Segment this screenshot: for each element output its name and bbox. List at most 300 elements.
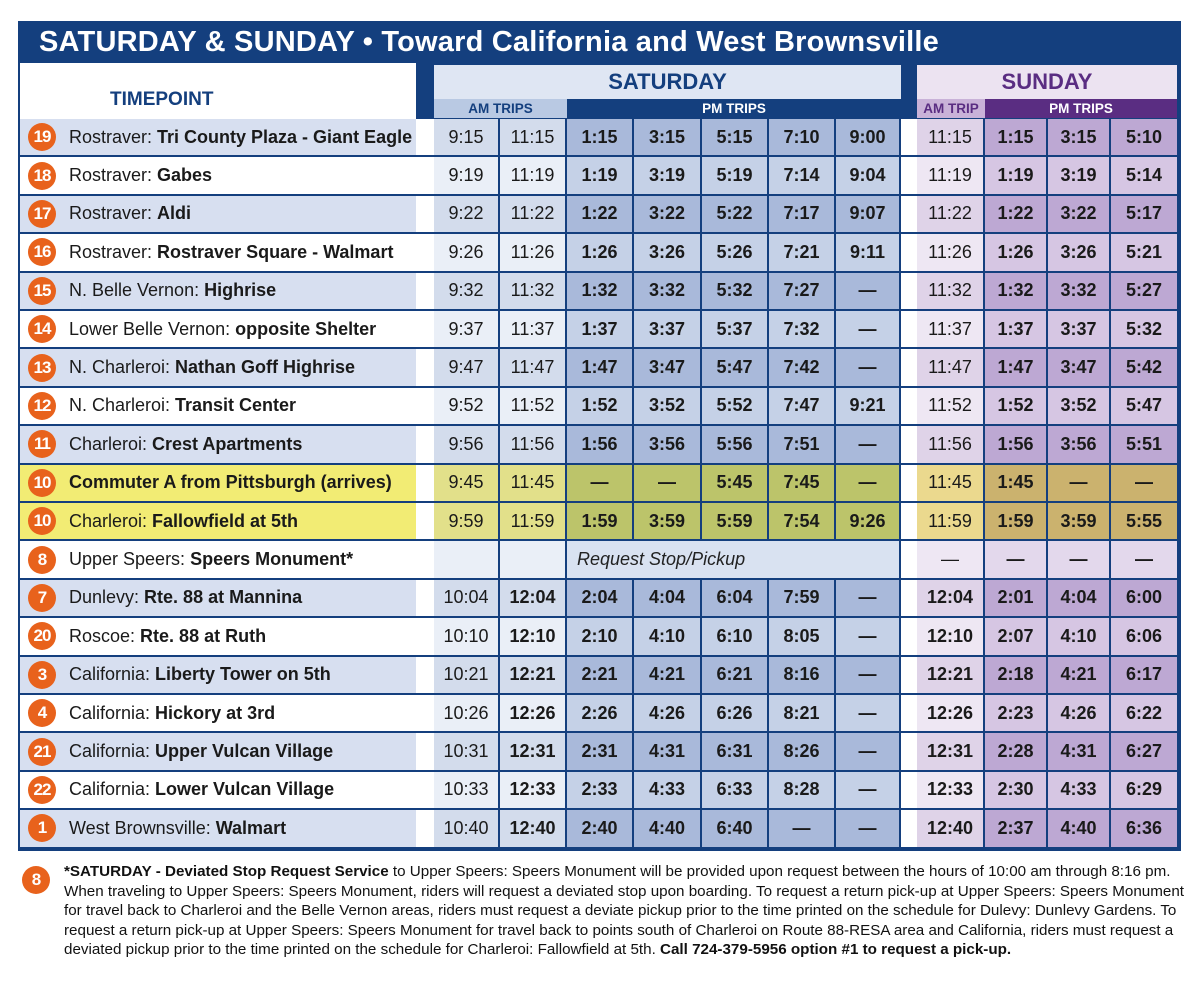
sat-time-cell: 10:33 (434, 772, 498, 808)
sun-time-cell: 5:47 (1111, 388, 1177, 424)
sat-time-cell: 9:15 (434, 119, 498, 155)
sat-time-cell: 9:00 (836, 119, 899, 155)
timepoint-stop: Fallowfield at 5th (152, 510, 299, 531)
timepoint-label (69, 434, 302, 455)
column-gutter (901, 157, 917, 193)
timepoint-label (69, 664, 331, 685)
sat-time-cell: 5:19 (702, 157, 767, 193)
sat-time-cell: 3:15 (634, 119, 700, 155)
sun-time-cell: 2:28 (985, 733, 1046, 769)
sat-time-cell: 9:37 (434, 311, 498, 347)
sun-time-cell: 6:27 (1111, 733, 1177, 769)
sat-time-cell: 1:22 (567, 196, 632, 232)
timepoint-stop: Speers Monument* (190, 549, 354, 570)
sun-time-cell: 2:37 (985, 810, 1046, 846)
sun-time-cell: 1:26 (985, 234, 1046, 270)
stop-badge-8-icon: 8 (22, 866, 50, 894)
sat-time-cell: 3:32 (634, 273, 700, 309)
timepoint-stop: Upper Vulcan Village (155, 741, 334, 762)
column-gutter (416, 503, 434, 539)
sun-time-cell: 1:32 (985, 273, 1046, 309)
sun-time-cell: 1:37 (985, 311, 1046, 347)
timepoint-town: Charleroi: (69, 433, 153, 454)
timepoint-label (69, 587, 302, 608)
timepoint-town: California: (69, 664, 156, 685)
column-gutter (416, 810, 434, 846)
sat-time-cell: 2:21 (567, 657, 632, 693)
sun-time-cell: 11:47 (917, 349, 983, 385)
timepoint-label (69, 779, 334, 800)
footnote-body: to Upper Speers: Speers Monument will be provided upon request between the hours of 10:00 am through 8:16 pm. When traveling to Upper Speers: Speers Monument, riders will request a deviated stop upon boarding. To request a return pick-up at Upper Speers: Speers Monument for travel back to Charleroi and the Belle Vernon areas, riders must request a deviate pickup prior to the time printed on the schedule for Dulevy: Dunlevy Gardens. To request a return pick-up at Upper Speers: Speers Monument for travel back to points south of Charleroi on Route 88-RESA area and California, riders must request a deviated pickup prior to the time printed on the schedule for Charleroi: Fallowfield at 5th. (64, 863, 1184, 958)
sat-time-cell: 5:59 (702, 503, 767, 539)
column-gutter (416, 772, 434, 808)
sat-time-cell: — (836, 273, 899, 309)
sat-time-cell: 7:32 (769, 311, 834, 347)
sun-time-cell: 5:21 (1111, 234, 1177, 270)
sat-time-cell: 4:04 (634, 580, 700, 616)
sun-am-trip-header: AM TRIP (917, 99, 985, 118)
timepoint-row (20, 234, 416, 270)
sat-time-cell: 10:10 (434, 618, 498, 654)
sat-time-cell: 11:19 (500, 157, 565, 193)
sat-time-cell: 5:37 (702, 311, 767, 347)
stop-badge-8-icon: 8 (28, 546, 56, 574)
sat-time-cell: 7:51 (769, 426, 834, 462)
sun-time-cell: 11:32 (917, 273, 983, 309)
stop-badge-17-icon: 17 (28, 200, 56, 228)
sat-time-cell: 9:52 (434, 388, 498, 424)
column-gutter (901, 465, 917, 501)
sun-time-cell: 1:52 (985, 388, 1046, 424)
stop-badge-1-icon: 1 (28, 814, 56, 842)
sat-time-cell: 9:56 (434, 426, 498, 462)
sat-time-cell: 3:19 (634, 157, 700, 193)
column-gutter (901, 772, 917, 808)
timepoint-row (20, 541, 416, 577)
sun-time-cell: — (1048, 541, 1109, 577)
sat-time-cell: 12:26 (500, 695, 565, 731)
column-gutter (416, 695, 434, 731)
sun-time-cell: 4:26 (1048, 695, 1109, 731)
sat-time-cell: 1:56 (567, 426, 632, 462)
timepoint-row (20, 733, 416, 769)
timepoint-town: N. Charleroi: (69, 357, 176, 378)
sat-time-cell: 10:26 (434, 695, 498, 731)
timepoint-town: Rostraver: (69, 126, 158, 147)
sunday-header: SUNDAY (1001, 69, 1093, 94)
timepoint-label (69, 626, 266, 647)
sun-time-cell: 4:40 (1048, 810, 1109, 846)
sun-time-cell: 3:15 (1048, 119, 1109, 155)
timepoint-town: Lower Belle Vernon: (69, 318, 236, 339)
sun-time-cell: 1:59 (985, 503, 1046, 539)
timepoint-header: TIMEPOINT (110, 89, 214, 110)
sat-time-cell: 11:26 (500, 234, 565, 270)
sun-time-cell: 2:23 (985, 695, 1046, 731)
sat-time-cell: 9:07 (836, 196, 899, 232)
sat-time-cell: 12:33 (500, 772, 565, 808)
sat-time-cell: — (836, 426, 899, 462)
sat-time-cell: 4:10 (634, 618, 700, 654)
sun-time-cell: 3:59 (1048, 503, 1109, 539)
sat-time-cell: 8:05 (769, 618, 834, 654)
timepoint-town: Upper Speers: (69, 549, 191, 570)
sat-time-cell: 6:04 (702, 580, 767, 616)
sat-time-cell: — (634, 465, 700, 501)
sat-time-cell: 1:52 (567, 388, 632, 424)
timepoint-row (20, 695, 416, 731)
sat-time-cell: — (836, 772, 899, 808)
stop-badge-18-icon: 18 (28, 162, 56, 190)
sat-time-cell: 5:45 (702, 465, 767, 501)
timepoint-label (69, 319, 376, 340)
sun-time-cell: 3:47 (1048, 349, 1109, 385)
timepoint-stop: Crest Apartments (152, 433, 303, 454)
timepoint-row (20, 196, 416, 232)
sat-time-cell: 12:21 (500, 657, 565, 693)
sun-time-cell: 6:36 (1111, 810, 1177, 846)
column-gutter (416, 273, 434, 309)
column-gutter (901, 580, 917, 616)
sun-time-cell: 3:56 (1048, 426, 1109, 462)
timepoint-town: Rostraver: (69, 203, 158, 224)
sun-time-cell: 3:19 (1048, 157, 1109, 193)
timepoint-row (20, 580, 416, 616)
sun-time-cell: 5:17 (1111, 196, 1177, 232)
sat-time-cell: 9:47 (434, 349, 498, 385)
sun-time-cell: 5:27 (1111, 273, 1177, 309)
timepoint-row (20, 503, 416, 539)
column-gutter (416, 465, 434, 501)
sat-time-cell: 12:31 (500, 733, 565, 769)
sat-time-cell: 10:04 (434, 580, 498, 616)
sat-time-cell: 9:11 (836, 234, 899, 270)
sat-time-cell: 12:10 (500, 618, 565, 654)
timepoint-stop: Commuter A from Pittsburgh (arrives) (69, 472, 392, 493)
sun-time-cell: 5:32 (1111, 311, 1177, 347)
sat-time-cell: 1:47 (567, 349, 632, 385)
sun-time-cell: — (1111, 465, 1177, 501)
timepoint-row (20, 657, 416, 693)
sat-time-cell: — (836, 349, 899, 385)
timepoint-stop: opposite Shelter (235, 318, 377, 339)
sun-time-cell: — (917, 541, 983, 577)
sat-time-cell: 2:33 (567, 772, 632, 808)
timepoint-label (69, 280, 276, 301)
timepoint-row (20, 618, 416, 654)
timepoint-row (20, 311, 416, 347)
column-gutter (416, 657, 434, 693)
timepoint-town: California: (69, 779, 156, 800)
sat-time-cell: 9:26 (836, 503, 899, 539)
sun-time-cell: 3:32 (1048, 273, 1109, 309)
request-stop-note: Request Stop/Pickup (567, 541, 899, 577)
sat-time-cell: 4:31 (634, 733, 700, 769)
timepoint-town: Roscoe: (69, 625, 141, 646)
timepoint-row (20, 157, 416, 193)
sat-time-cell: — (836, 618, 899, 654)
sun-time-cell: 11:45 (917, 465, 983, 501)
stop-badge-3-icon: 3 (28, 661, 56, 689)
column-gutter (901, 119, 917, 155)
sun-time-cell: 4:04 (1048, 580, 1109, 616)
sun-time-cell: 6:00 (1111, 580, 1177, 616)
sun-time-cell: 2:18 (985, 657, 1046, 693)
sat-time-cell: 5:15 (702, 119, 767, 155)
sat-time-cell: 11:32 (500, 273, 565, 309)
timepoint-stop: Highrise (204, 280, 277, 301)
column-gutter (416, 426, 434, 462)
sat-time-cell: 10:31 (434, 733, 498, 769)
sat-time-cell: 7:45 (769, 465, 834, 501)
timepoint-label (69, 703, 275, 724)
sun-time-cell: 11:37 (917, 311, 983, 347)
sun-time-cell: 2:30 (985, 772, 1046, 808)
timepoint-label (69, 472, 392, 493)
sat-time-cell: 1:59 (567, 503, 632, 539)
sun-time-cell: — (1111, 541, 1177, 577)
sat-time-cell: 7:27 (769, 273, 834, 309)
sat-time-cell: 6:31 (702, 733, 767, 769)
column-gutter (416, 196, 434, 232)
column-gutter (416, 119, 434, 155)
stop-badge-10-icon: 10 (28, 469, 56, 497)
sat-time-cell (434, 541, 498, 577)
sun-time-cell: 4:31 (1048, 733, 1109, 769)
column-gutter (416, 618, 434, 654)
timepoint-row (20, 772, 416, 808)
timepoint-label (69, 165, 212, 186)
column-gutter (901, 503, 917, 539)
sat-time-cell: 2:10 (567, 618, 632, 654)
sat-time-cell: 11:37 (500, 311, 565, 347)
column-gutter (901, 618, 917, 654)
sat-time-cell: 9:26 (434, 234, 498, 270)
sat-time-cell: 9:22 (434, 196, 498, 232)
column-gutter (901, 541, 917, 577)
stop-badge-19-icon: 19 (28, 123, 56, 151)
sat-time-cell: 8:26 (769, 733, 834, 769)
sat-time-cell: 5:26 (702, 234, 767, 270)
column-gutter (901, 311, 917, 347)
sun-time-cell: 12:33 (917, 772, 983, 808)
timepoint-label (69, 549, 353, 570)
sat-time-cell: 7:54 (769, 503, 834, 539)
timepoint-town: California: (69, 741, 156, 762)
sat-time-cell: — (836, 695, 899, 731)
sat-time-cell: 3:37 (634, 311, 700, 347)
timepoint-row (20, 273, 416, 309)
sat-time-cell: — (836, 580, 899, 616)
sat-time-cell: 5:32 (702, 273, 767, 309)
sat-time-cell: 11:52 (500, 388, 565, 424)
sun-pm-trips-header: PM TRIPS (985, 99, 1177, 118)
sat-time-cell: 4:21 (634, 657, 700, 693)
sat-time-cell: 7:47 (769, 388, 834, 424)
sat-pm-trips-header: PM TRIPS (567, 99, 901, 118)
sun-time-cell: 12:26 (917, 695, 983, 731)
stop-badge-10-icon: 10 (28, 507, 56, 535)
sun-time-cell: 1:47 (985, 349, 1046, 385)
sat-time-cell: 10:21 (434, 657, 498, 693)
sun-time-cell: 4:21 (1048, 657, 1109, 693)
sat-time-cell: 12:04 (500, 580, 565, 616)
column-gutter (416, 388, 434, 424)
timepoint-stop: Rostraver Square - Walmart (157, 241, 394, 262)
sat-time-cell: 6:33 (702, 772, 767, 808)
sun-time-cell: 1:45 (985, 465, 1046, 501)
sat-time-cell: 1:26 (567, 234, 632, 270)
sat-time-cell: 6:21 (702, 657, 767, 693)
sun-time-cell: — (1048, 465, 1109, 501)
sun-time-cell: 3:26 (1048, 234, 1109, 270)
column-gutter (416, 733, 434, 769)
sat-time-cell: 1:37 (567, 311, 632, 347)
sat-time-cell: 4:33 (634, 772, 700, 808)
sat-time-cell: 11:56 (500, 426, 565, 462)
sat-time-cell: 6:40 (702, 810, 767, 846)
timepoint-town: West Brownsville: (69, 817, 216, 838)
sat-time-cell: 2:31 (567, 733, 632, 769)
timepoint-label (69, 203, 191, 224)
sat-time-cell: 8:16 (769, 657, 834, 693)
timepoint-row (20, 388, 416, 424)
stop-badge-4-icon: 4 (28, 699, 56, 727)
sat-time-cell: 11:15 (500, 119, 565, 155)
sun-time-cell: 2:01 (985, 580, 1046, 616)
timepoint-stop: Rte. 88 at Ruth (140, 625, 267, 646)
footnote-call: Call 724-379-5956 option #1 to request a pick-up. (660, 941, 1012, 958)
sun-time-cell: 11:56 (917, 426, 983, 462)
sun-time-cell: 12:04 (917, 580, 983, 616)
sun-time-cell: 11:59 (917, 503, 983, 539)
column-gutter (901, 657, 917, 693)
timepoint-label (69, 127, 412, 148)
footnote (20, 862, 1190, 960)
sat-time-cell: — (836, 465, 899, 501)
sun-time-cell: 4:10 (1048, 618, 1109, 654)
sat-time-cell: 9:04 (836, 157, 899, 193)
timepoint-town: California: (69, 702, 156, 723)
sat-time-cell: — (836, 810, 899, 846)
stop-badge-14-icon: 14 (28, 315, 56, 343)
column-gutter (416, 580, 434, 616)
timepoint-town: Charleroi: (69, 510, 153, 531)
sun-time-cell: 12:21 (917, 657, 983, 693)
column-gutter (901, 273, 917, 309)
timepoint-town: N. Charleroi: (69, 395, 176, 416)
sun-time-cell: 3:22 (1048, 196, 1109, 232)
sun-time-cell: 4:33 (1048, 772, 1109, 808)
column-gutter (901, 234, 917, 270)
sat-time-cell: 4:40 (634, 810, 700, 846)
stop-badge-11-icon: 11 (28, 430, 56, 458)
stop-badge-22-icon: 22 (28, 776, 56, 804)
sun-time-cell: 11:22 (917, 196, 983, 232)
sat-time-cell: 1:19 (567, 157, 632, 193)
column-gutter (416, 349, 434, 385)
timepoint-town: N. Belle Vernon: (69, 280, 205, 301)
column-gutter (901, 196, 917, 232)
sat-time-cell: 9:32 (434, 273, 498, 309)
timepoint-stop: Tri County Plaza - Giant Eagle (157, 126, 413, 147)
sat-time-cell: 1:32 (567, 273, 632, 309)
timepoint-row (20, 465, 416, 501)
timepoint-stop: Transit Center (175, 395, 297, 416)
timepoint-row (20, 119, 416, 155)
stop-badge-12-icon: 12 (28, 392, 56, 420)
sun-time-cell: 6:06 (1111, 618, 1177, 654)
column-gutter (901, 733, 917, 769)
sat-time-cell: 3:22 (634, 196, 700, 232)
sun-time-cell: 5:51 (1111, 426, 1177, 462)
sun-time-cell: 5:55 (1111, 503, 1177, 539)
sun-time-cell: 2:07 (985, 618, 1046, 654)
sun-time-cell: 5:42 (1111, 349, 1177, 385)
sat-am-trips-header: AM TRIPS (434, 99, 567, 118)
sat-time-cell: 9:45 (434, 465, 498, 501)
sun-time-cell: 11:52 (917, 388, 983, 424)
sat-time-cell: 4:26 (634, 695, 700, 731)
column-gutter (901, 810, 917, 846)
sat-time-cell: — (836, 657, 899, 693)
timepoint-row (20, 426, 416, 462)
saturday-header: SATURDAY (608, 69, 727, 94)
column-gutter (901, 349, 917, 385)
timepoint-header-cell (20, 63, 416, 119)
sun-time-cell: 6:22 (1111, 695, 1177, 731)
sat-time-cell: 11:45 (500, 465, 565, 501)
sat-time-cell: — (836, 311, 899, 347)
sat-time-cell: 3:59 (634, 503, 700, 539)
timepoint-row (20, 810, 416, 846)
sun-time-cell: 1:22 (985, 196, 1046, 232)
sat-time-cell: 7:21 (769, 234, 834, 270)
column-gutter (901, 426, 917, 462)
sun-time-cell: 1:56 (985, 426, 1046, 462)
column-gutter (901, 388, 917, 424)
sun-time-cell: 11:26 (917, 234, 983, 270)
timepoint-town: Rostraver: (69, 165, 158, 186)
sat-time-cell: 6:26 (702, 695, 767, 731)
sat-time-cell: 7:17 (769, 196, 834, 232)
sun-time-cell: 1:15 (985, 119, 1046, 155)
sat-time-cell: 3:26 (634, 234, 700, 270)
sat-time-cell: 9:21 (836, 388, 899, 424)
sat-time-cell: 1:15 (567, 119, 632, 155)
sat-time-cell: 10:40 (434, 810, 498, 846)
sat-time-cell: 5:52 (702, 388, 767, 424)
sat-time-cell: 6:10 (702, 618, 767, 654)
sun-time-cell: 1:19 (985, 157, 1046, 193)
column-gutter (901, 695, 917, 731)
sun-time-cell: 5:14 (1111, 157, 1177, 193)
sat-time-cell: — (769, 810, 834, 846)
stop-badge-16-icon: 16 (28, 238, 56, 266)
column-gutter (416, 311, 434, 347)
sat-time-cell: 8:21 (769, 695, 834, 731)
sat-time-cell: 11:22 (500, 196, 565, 232)
sat-time-cell: 8:28 (769, 772, 834, 808)
stop-badge-21-icon: 21 (28, 738, 56, 766)
timepoint-town: Rostraver: (69, 241, 158, 262)
column-gutter (416, 157, 434, 193)
page-title: SATURDAY & SUNDAY • Toward California and West Brownsville (18, 21, 1181, 63)
column-gutter (416, 234, 434, 270)
sat-time-cell: 2:40 (567, 810, 632, 846)
sun-time-cell: 12:31 (917, 733, 983, 769)
sat-time-cell (500, 541, 565, 577)
